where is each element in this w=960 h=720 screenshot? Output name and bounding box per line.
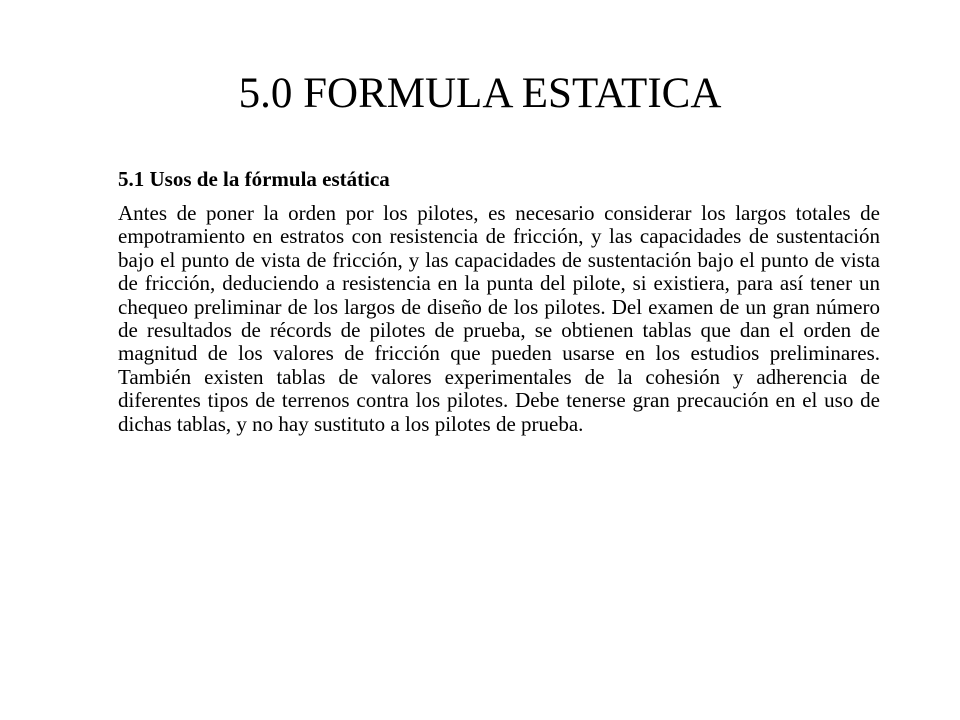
slide-title: 5.0 FORMULA ESTATICA bbox=[238, 70, 722, 117]
body-paragraph: Antes de poner la orden por los pilotes, es necesario considerar los largos totales de empotramiento en estratos con resistencia de fricción, y las capacidades de sustentación bajo el punto de vista de fricción, y las capacidades de sustentación bajo el punto de vista de fricción, deduciendo a resistencia en la punta del pilote, si existiera, para así tener un chequeo preliminar de los largos de diseño de los pilotes. Del examen de un gran número de resultados de récords de pilotes de prueba, se obtienen tablas que dan el orden de magnitud de los valores de fricción que pueden usarse en los estudios preliminares. También existen tablas de valores experimentales de la cohesión y adherencia de diferentes tipos de terrenos contra los pilotes. Debe tenerse gran precaución en el uso de dichas tablas, y no hay sustituto a los pilotes de prueba. bbox=[118, 201, 880, 436]
section-heading: 5.1 Usos de la fórmula estática bbox=[118, 167, 390, 191]
slide-content bbox=[118, 164, 880, 436]
